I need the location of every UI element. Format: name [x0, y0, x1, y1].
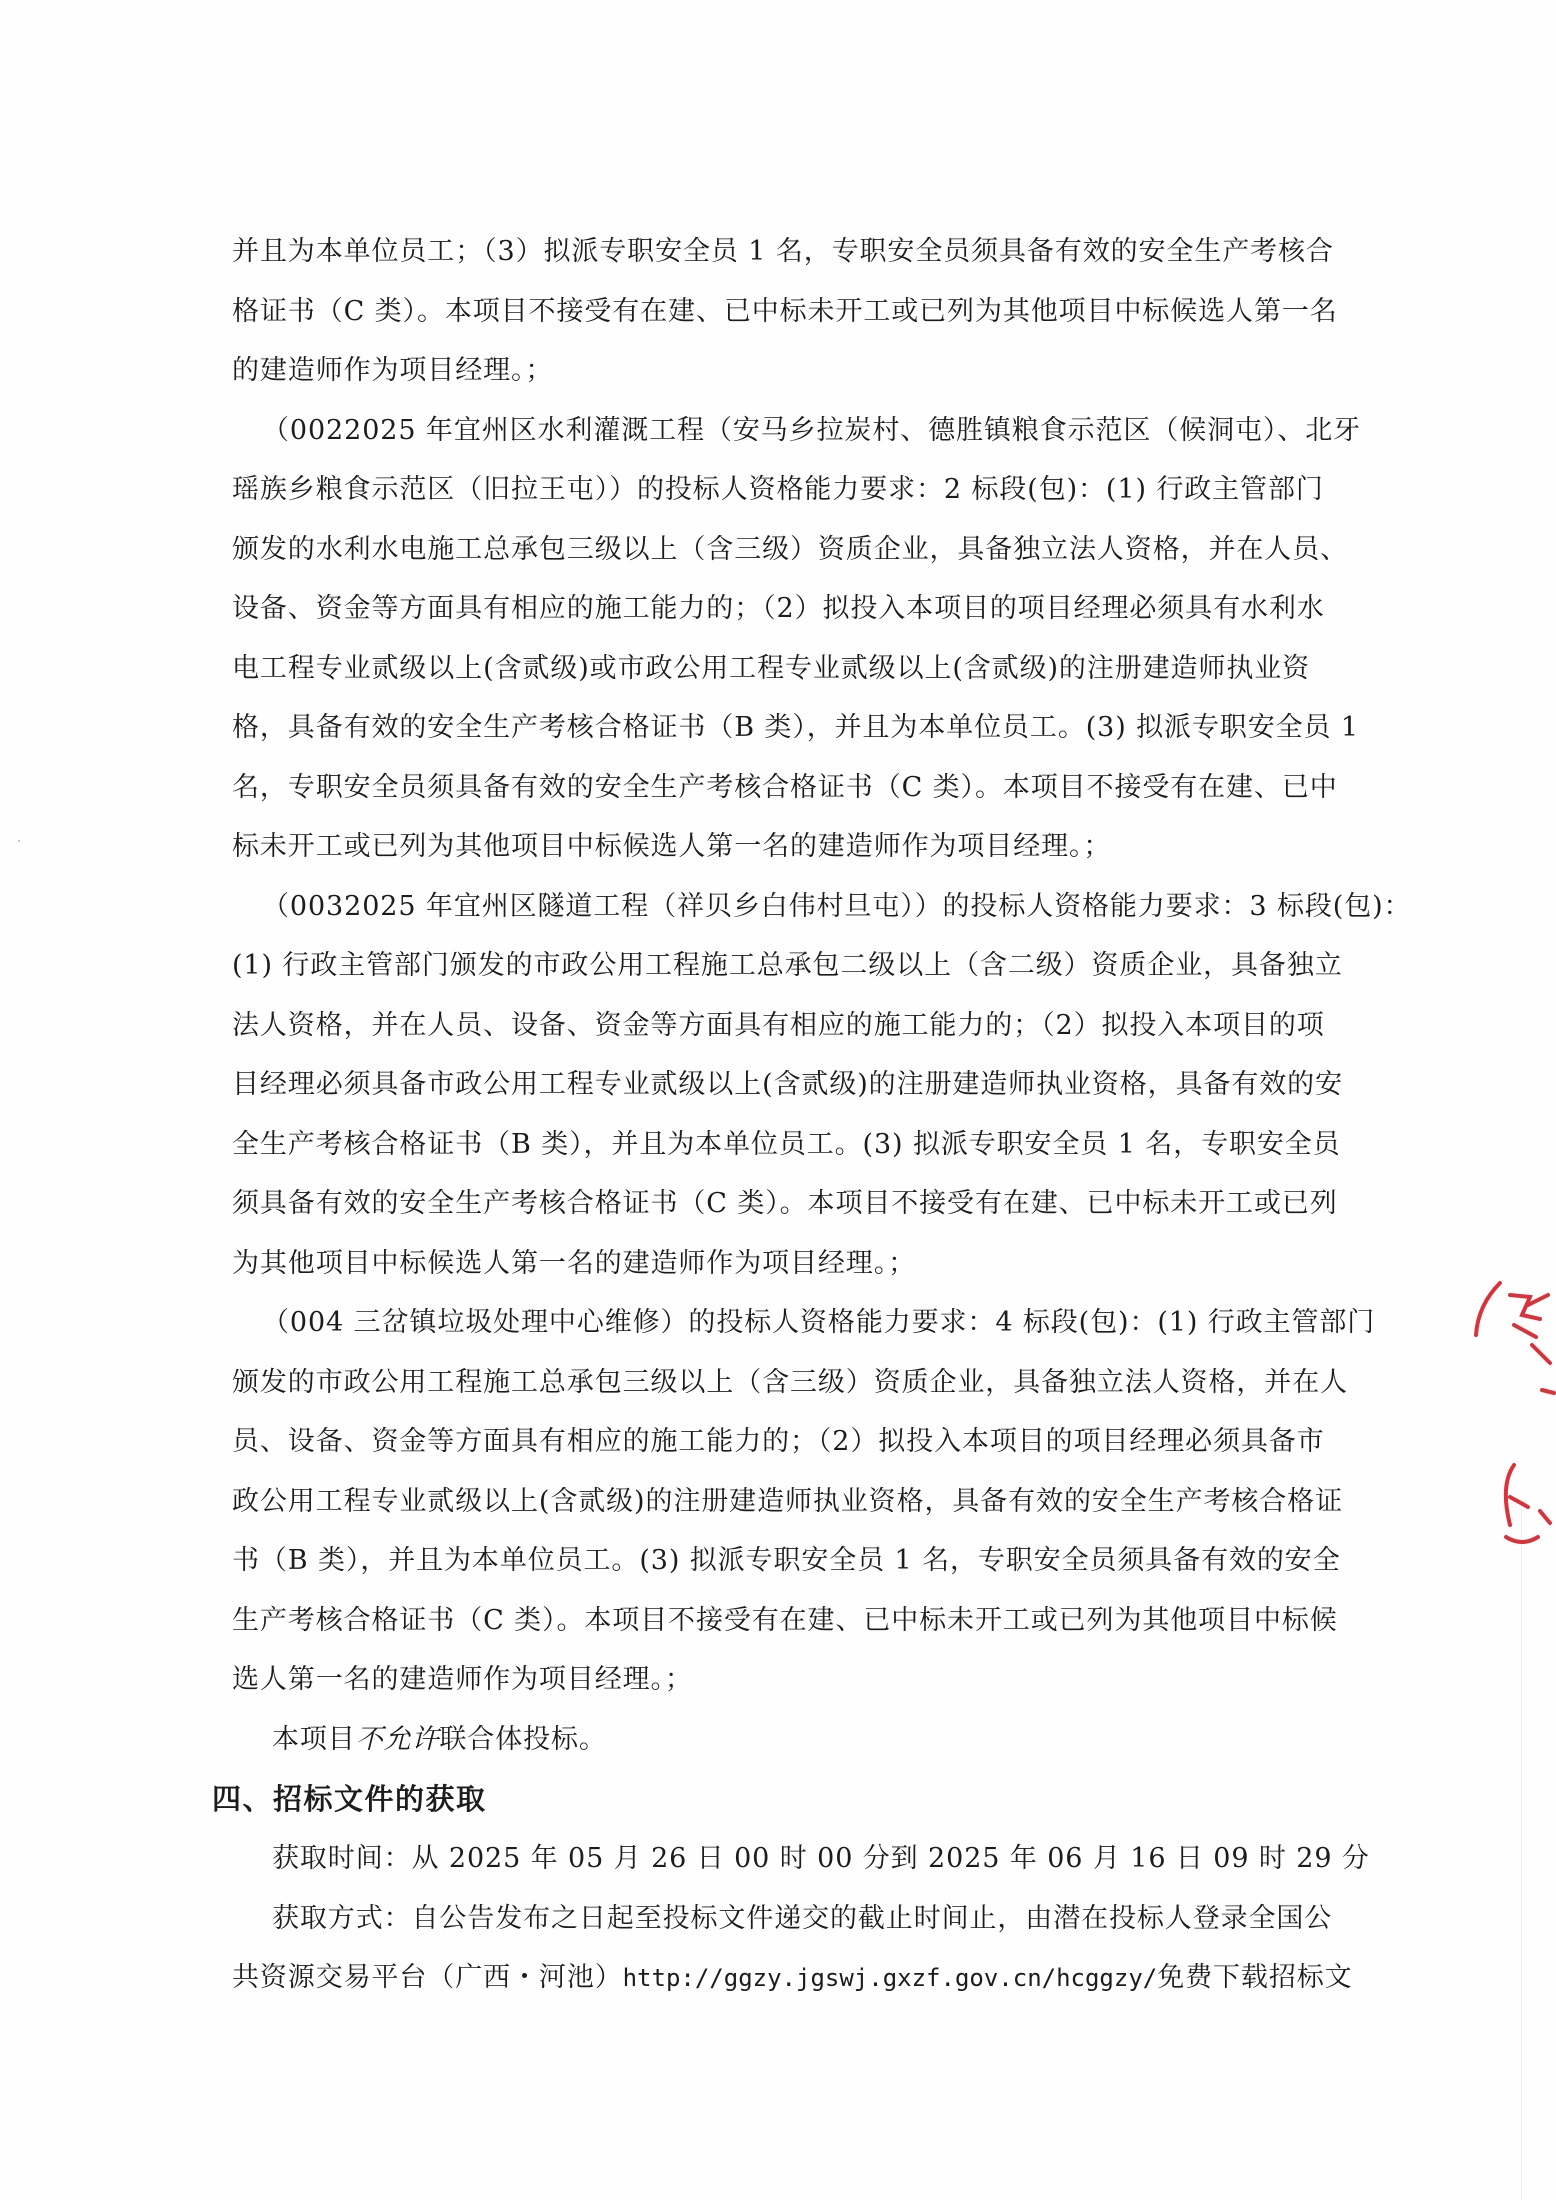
text-line: 电工程专业贰级以上(含贰级)或市政公用工程专业贰级以上(含贰级)的注册建造师执业资: [232, 652, 1311, 684]
text-line: 目经理必须具备市政公用工程专业贰级以上(含贰级)的注册建造师执业资格，具备有效的安: [232, 1069, 1343, 1100]
text-line: 生产考核合格证书（C 类）。本项目不接受有在建、已中标未开工或已列为其他项目中标候: [232, 1604, 1338, 1636]
text-line: 颁发的水利水电施工总承包三级以上（含三级）资质企业，具备独立法人资格，并在人员、: [232, 533, 1348, 565]
text-line: （0022025 年宜州区水利灌溉工程（安马乡拉炭村、德胜镇粮食示范区（候洞屯）、北牙: [262, 414, 1362, 446]
text-line: 书（B 类），并且为本单位员工。(3) 拟派专职安全员 1 名，专职安全员须具备有效的安全: [232, 1545, 1341, 1576]
consortium-prefix: 本项目: [272, 1723, 356, 1755]
paragraph-lot-3-requirements: [232, 877, 1412, 1294]
document-body: [212, 222, 1412, 2008]
official-seal-fragment: [1470, 1275, 1556, 1605]
text-line: 政公用工程专业贰级以上(含贰级)的注册建造师执业资格，具备有效的安全生产考核合格证: [232, 1485, 1343, 1517]
acquisition-time: 获取时间：从 2025 年 05 月 26 日 00 时 00 分到 2025 年 06 月 16 日 09 时 29 分: [272, 1843, 1370, 1874]
paragraph-lot-4-requirements: [232, 1293, 1376, 1710]
text-line: (1) 行政主管部门颁发的市政公用工程施工总承包二级以上（含二级）资质企业，具备独立: [232, 950, 1343, 981]
text-line: 并且为本单位员工；（3）拟派专职安全员 1 名，专职安全员须具备有效的安全生产考核合: [232, 236, 1334, 267]
acquisition-method-line: [232, 1948, 1353, 2008]
text-line: 设备、资金等方面具有相应的施工能力的；（2）拟投入本项目的项目经理必须具有水利水: [232, 593, 1325, 624]
text-line: 格，具备有效的安全生产考核合格证书（B 类），并且为本单位员工。(3) 拟派专职安全员 1: [232, 712, 1360, 743]
text-line: 格证书（C 类）。本项目不接受有在建、已中标未开工或已列为其他项目中标候选人第一名: [232, 295, 1338, 327]
consortium-statement: [232, 1710, 1262, 1770]
text-line: 员、设备、资金等方面具有相应的施工能力的；（2）拟投入本项目的项目经理必须具备市: [232, 1426, 1325, 1457]
text-line: 全生产考核合格证书（B 类），并且为本单位员工。(3) 拟派专职安全员 1 名，专职安全员: [232, 1128, 1341, 1160]
consortium-suffix: 联合体投标。: [439, 1723, 607, 1755]
text-line: （004 三岔镇垃圾处理中心维修）的投标人资格能力要求：4 标段(包)：(1) 行政主管部门: [262, 1307, 1376, 1338]
section-heading: 四、招标文件的获取: [212, 1782, 487, 1816]
platform-name: 共资源交易平台（广西・河池）: [232, 1962, 623, 1993]
acquisition-method-line: 获取方式：自公告发布之日起至投标文件递交的截止时间止，由潜在投标人登录全国公: [272, 1902, 1333, 1934]
text-line: 标未开工或已列为其他项目中标候选人第一名的建造师作为项目经理。；: [232, 831, 1112, 862]
paragraph-continuation: [232, 222, 1338, 401]
text-line: 的建造师作为项目经理。；: [232, 355, 554, 386]
text-line: 为其他项目中标候选人第一名的建造师作为项目经理。；: [232, 1247, 916, 1279]
text-line: （0032025 年宜州区隧道工程（祥贝乡白伟村旦屯））的投标人资格能力要求：3 标段(包)：: [262, 890, 1412, 922]
scan-speck: [18, 840, 20, 842]
text-line: 选人第一名的建造师作为项目经理。；: [232, 1664, 693, 1695]
text-line: 须具备有效的安全生产考核合格证书（C 类）。本项目不接受有在建、已中标未开工或已列: [232, 1188, 1338, 1219]
text-line: 瑶族乡粮食示范区（旧拉王屯））的投标人资格能力要求：2 标段(包)：(1) 行政主管部门: [232, 474, 1324, 505]
consortium-emphasis: 不允许: [355, 1723, 440, 1755]
text-line: 法人资格，并在人员、设备、资金等方面具有相应的施工能力的；（2）拟投入本项目的项: [232, 1009, 1325, 1041]
platform-url-link[interactable]: http://ggzy.jgswj.gxzf.gov.cn/hcggzy/: [622, 1964, 1158, 1992]
paragraph-lot-2-requirements: [232, 401, 1362, 877]
text-line: 颁发的市政公用工程施工总承包三级以上（含三级）资质企业，具备独立法人资格，并在人: [232, 1366, 1348, 1398]
download-text: 免费下载招标文: [1157, 1962, 1353, 1993]
text-line: 名，专职安全员须具备有效的安全生产考核合格证书（C 类）。本项目不接受有在建、已中: [232, 771, 1338, 803]
